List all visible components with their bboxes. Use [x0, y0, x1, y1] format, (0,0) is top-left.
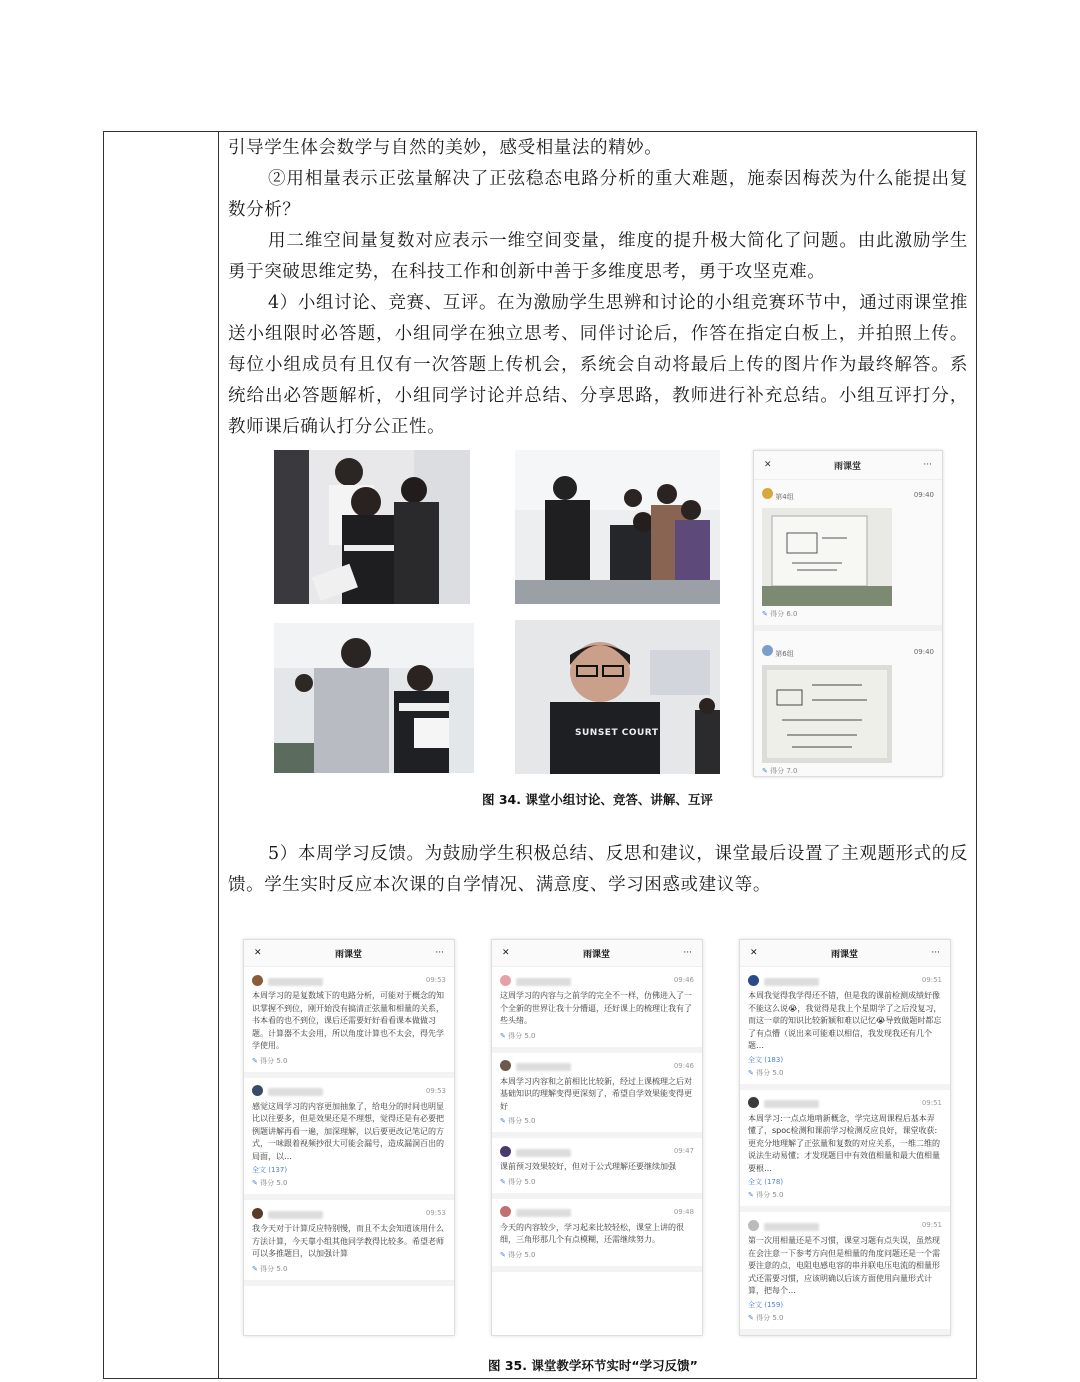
blurred-name	[764, 1223, 819, 1231]
more-icon[interactable]: ···	[683, 948, 692, 958]
avatar	[500, 1146, 511, 1157]
close-icon[interactable]: ✕	[502, 948, 510, 958]
entry-time: 09:51	[921, 1221, 942, 1229]
photo-students-reading	[274, 623, 474, 773]
cell-content	[228, 133, 968, 443]
avatar	[252, 975, 263, 986]
blurred-name	[516, 978, 571, 986]
post-time: 09:40	[913, 491, 934, 499]
paragraph-2: ②用相量表示正弦量解决了正弦稳态电路分析的重大难题，施泰因梅茨为什么能提出复数分析？	[228, 169, 968, 220]
feedback-entry	[244, 1200, 454, 1286]
entry-score: ✎ 得分 5.0	[500, 1250, 694, 1260]
feedback-entry	[740, 1090, 950, 1213]
full-text-link[interactable]: 全文 (183)	[748, 1055, 784, 1064]
full-text-link[interactable]: 全文 (178)	[748, 1178, 784, 1186]
entry-time: 09:46	[673, 976, 694, 984]
full-text-link[interactable]: 全文 (137)	[252, 1166, 288, 1174]
paragraph-5: 5）本周学习反馈。为鼓励学生积极总结、反思和建议，课堂最后设置了主观题形式的反馈。学生实时反应本次课的自学情况、满意度、学习困惑或建议等。	[228, 844, 968, 895]
paragraph-4: 4）小组讨论、竞赛、互评。在为激励学生思辨和讨论的小组竞赛环节中，通过雨课堂推送小组限时必答题，小组同学在独立思考、同伴讨论后，作答在指定白板上，并拍照上传。每位小组成员有且仅有一次答题上传机会，系统会自动将最后上传的图片作为最终解答。系统给出必答题解析，小组同学讨论并总结、分享思路，教师进行补充总结。小组互评打分，教师课后确认打分公正性。	[228, 293, 968, 437]
avatar	[500, 975, 511, 986]
avatar	[252, 1085, 263, 1096]
phone-title: 雨课堂	[833, 461, 861, 472]
feedback-entry	[492, 967, 702, 1053]
group-name: 第4组	[775, 493, 794, 501]
entry-time: 09:53	[425, 976, 446, 984]
entry-score: ✎ 得分 5.0	[748, 1068, 942, 1078]
blurred-name	[764, 978, 819, 986]
group-post	[754, 625, 942, 777]
post-score: ✎ 得分 6.0	[762, 609, 934, 619]
phone-header	[740, 940, 950, 967]
feedback-entry	[244, 1078, 454, 1201]
avatar	[252, 1208, 263, 1219]
phone-header	[754, 451, 942, 480]
avatar	[762, 488, 773, 499]
feedback-entry	[492, 1138, 702, 1199]
entry-time: 09:53	[425, 1209, 446, 1217]
entry-text: 本周我觉得我学得还不错，但是我的课前检测成绩好像不能这么说😭，我觉得是我上个星期学了之后没复习，而这一章的知识比较新颖和难以记忆😭导致做题时都忘了有点懵（说出来可能难以相信，我发现我还有几个题…	[748, 991, 942, 1050]
entry-text: 本周学习的是复数域下的电路分析，可能对于概念的知识掌握不到位，刚开始没有搞清正弦量和相量的关系，书本看的也不到位，课后还需要好好看看课本做做习题。计算器不太会用，所以角度计算也不太会，得先学学使用。	[252, 991, 444, 1050]
entry-time: 09:47	[673, 1147, 694, 1155]
entry-text: 本周学习内容和之前相比比较新，经过上课梳理之后对基础知识的理解变得更深刻了，希望自学效果能变得更好	[500, 1076, 692, 1111]
photo-students-at-whiteboard	[274, 450, 470, 604]
phone-title: 雨课堂	[334, 949, 362, 960]
feedback-entry	[492, 1053, 702, 1139]
avatar	[762, 645, 773, 656]
entry-text: 第一次用相量还是不习惯，课堂习题有点失误，虽然现在会注意一下参考方向但是相量的角度问题还是一个需要注意的点，电阻电感电容的串并联电压电流的相量形式还需要习惯，应该明确以后该方面使用向量形式计算，把每个…	[748, 1236, 940, 1295]
feedback-entry	[740, 967, 950, 1090]
entry-score: ✎ 得分 5.0	[252, 1264, 446, 1274]
group-post	[754, 480, 942, 625]
blurred-name	[268, 1211, 323, 1219]
blurred-name	[764, 1100, 819, 1108]
more-icon[interactable]: ···	[923, 460, 932, 470]
rain-classroom-phone-screenshot	[753, 450, 943, 777]
feedback-screenshot-1	[243, 939, 455, 1336]
more-icon[interactable]: ···	[435, 948, 444, 958]
feedback-screenshot-3	[739, 939, 951, 1336]
figure-34-caption: 图 34. 课堂小组讨论、竞答、讲解、互评	[482, 792, 713, 807]
photo-student-presenting	[515, 620, 720, 774]
blurred-name	[516, 1209, 571, 1217]
phone-header	[492, 940, 702, 967]
phone-title: 雨课堂	[830, 949, 858, 960]
whiteboard-photo	[762, 665, 892, 763]
avatar	[748, 1220, 759, 1231]
entry-text: 本周学习:一点点地啃新概念，学完这周课程后基本弄懂了，spoc检测和课前学习检测反应良好，课堂收获:更充分地理解了正弦量和复数的对应关系，一维二维的说法生动易懂；才发现题目中有效值相量和最大值相量要根…	[748, 1113, 940, 1173]
entry-score: ✎ 得分 5.0	[500, 1177, 694, 1187]
blurred-name	[516, 1149, 571, 1157]
close-icon[interactable]: ✕	[764, 460, 772, 470]
blurred-name	[268, 978, 323, 986]
feedback-screenshot-2	[491, 939, 703, 1336]
avatar	[500, 1206, 511, 1217]
paragraph-1: 引导学生体会数学与自然的美妙，感受相量法的精妙。	[228, 138, 663, 158]
feedback-entry	[492, 1199, 702, 1272]
entry-score: ✎ 得分 5.0	[748, 1313, 942, 1323]
table-column-divider	[218, 131, 219, 1379]
phone-title: 雨课堂	[582, 949, 610, 960]
cell-content-2	[228, 839, 968, 901]
figure-35-caption: 图 35. 课堂教学环节实时“学习反馈”	[488, 1358, 698, 1373]
group-name: 第6组	[775, 650, 794, 658]
blurred-name	[516, 1063, 571, 1071]
full-text-link[interactable]: 全文 (159)	[748, 1300, 784, 1309]
entry-text: 感觉这周学习的内容更加抽象了，给电分的时间也明显比以往要多，但是效果还是不理想，觉得还是有必要把例题讲解再看一遍，加深理解，以后要更改记笔记的方式，一味跟着视频抄很大可能会漏号，造成漏洞百出的局面，以…	[252, 1101, 444, 1161]
feedback-entry	[244, 967, 454, 1078]
entry-time: 09:46	[673, 1061, 694, 1070]
entry-text: 今天的内容较少，学习起来比较轻松，课堂上讲的很细，三角形那几个有点模糊，还需继续努力。	[500, 1222, 684, 1244]
entry-text: 课前预习效果较好，但对于公式理解还要继续加强	[500, 1162, 676, 1171]
entry-text: 我今天对于计算反应特别慢，而且不太会知道该用什么方法计算，今天靠小组其他同学教得比较多。希望老师可以多推题目，以加强计算	[252, 1224, 444, 1258]
whiteboard-photo	[762, 508, 892, 606]
entry-score: ✎ 得分 5.0	[252, 1056, 446, 1066]
feedback-entry	[740, 1212, 950, 1335]
paragraph-3: 用二维空间量复数对应表示一维空间变量，维度的提升极大简化了问题。由此激励学生勇于突破思维定势，在科技工作和创新中善于多维度思考，勇于攻坚克难。	[228, 231, 968, 282]
entry-score: ✎ 得分 5.0	[500, 1031, 694, 1041]
avatar	[748, 975, 759, 986]
photo-group-discussion	[515, 450, 720, 604]
blurred-name	[268, 1088, 323, 1096]
entry-score: ✎ 得分 5.0	[500, 1116, 694, 1126]
post-time: 09:40	[913, 648, 934, 656]
entry-score: ✎ 得分 5.0	[252, 1178, 446, 1188]
more-icon[interactable]: ···	[931, 948, 940, 958]
shirt-text: SUNSET COURT	[575, 728, 659, 738]
entry-time: 09:48	[673, 1207, 694, 1216]
entry-time: 09:51	[921, 976, 942, 984]
avatar	[748, 1097, 759, 1108]
close-icon[interactable]: ✕	[254, 948, 262, 958]
close-icon[interactable]: ✕	[750, 948, 758, 958]
entry-score: ✎ 得分 5.0	[748, 1190, 942, 1200]
phone-header	[244, 940, 454, 967]
avatar	[500, 1060, 511, 1071]
entry-text: 这周学习的内容与之前学的完全不一样，仿佛进入了一个全新的世界让我十分懵逼，还好课上的梳理让我有了些头绪。	[500, 991, 692, 1025]
post-score: ✎ 得分 7.0	[762, 766, 934, 776]
entry-time: 09:51	[921, 1098, 942, 1107]
entry-time: 09:53	[425, 1086, 446, 1095]
